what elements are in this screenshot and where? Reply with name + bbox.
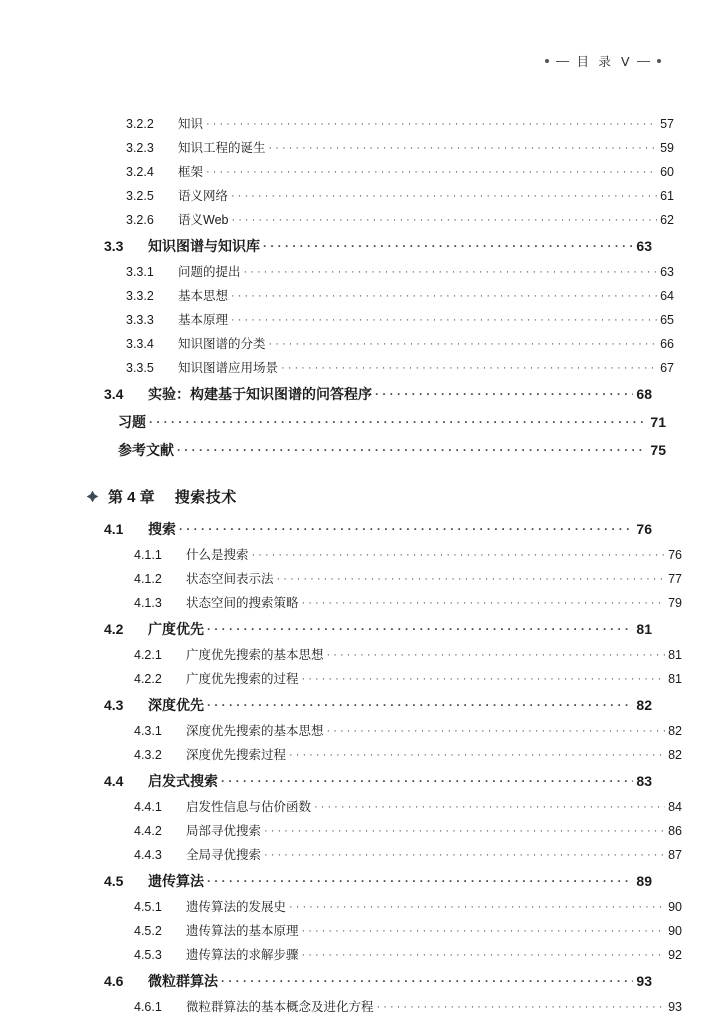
toc-entry-number: 3.2.6 [126, 212, 154, 227]
toc-entry-page: 81 [668, 647, 682, 662]
toc-entry-page: 57 [660, 116, 674, 131]
toc-leader-dots [302, 598, 666, 609]
toc-entry-page: 82 [668, 747, 682, 762]
toc-entry-title: 知识 [178, 116, 204, 131]
toc-entry-number: 3.3.5 [126, 360, 154, 375]
toc-entry-number: 4.5 [104, 873, 124, 889]
toc-entry-number: 4.2 [104, 621, 124, 637]
toc-entry-number: 4.4.1 [134, 799, 162, 814]
toc-entry-title: 搜索 [148, 521, 176, 537]
toc-entry-title: 语义Web [178, 212, 229, 227]
toc-leader-dots [207, 699, 633, 711]
toc-leader-dots [264, 826, 665, 837]
toc-entry[interactable] [86, 591, 682, 615]
toc-leader-dots [244, 267, 658, 278]
toc-leader-dots [206, 119, 657, 130]
toc-entry-number: 3.3.4 [126, 336, 154, 351]
toc-entry-number: 4.5.3 [134, 947, 162, 962]
rule-left-icon [556, 61, 569, 62]
toc-entry-title: 全局寻优搜索 [186, 847, 262, 862]
toc-entry-title: 启发性信息与估价函数 [186, 799, 312, 814]
toc-entry[interactable] [86, 795, 682, 819]
toc-entry-title: 知识图谱应用场景 [178, 360, 279, 375]
toc-entry-page: 67 [660, 360, 674, 375]
toc-entry-title: 语义网络 [178, 188, 229, 203]
toc-entry-number: 4.6.1 [134, 999, 162, 1014]
toc-leader-dots [302, 674, 666, 685]
toc-entry[interactable] [86, 308, 674, 332]
toc-entry-number: 4.4.3 [134, 847, 162, 862]
toc-leader-dots [377, 1002, 666, 1013]
bullet-icon [657, 59, 661, 63]
toc-chapter-title: 搜索技术 [174, 489, 237, 506]
toc-entry-number: 3.2.2 [126, 116, 154, 131]
toc-entry-title: 实验：构建基于知识图谱的问答程序 [148, 386, 372, 402]
toc-entry[interactable] [86, 719, 682, 743]
toc-leader-dots [269, 143, 658, 154]
toc-chapter-heading[interactable] [86, 486, 634, 507]
toc-entry[interactable] [86, 743, 682, 767]
toc-entry-number: 3.3 [104, 238, 124, 254]
toc-entry-page: 65 [660, 312, 674, 327]
toc-leader-dots [269, 339, 658, 350]
toc-entry-page: 66 [660, 336, 674, 351]
toc-entry-page: 82 [668, 723, 682, 738]
toc-entry-page: 83 [636, 773, 652, 789]
toc-leader-dots [263, 240, 633, 252]
toc-entry-number: 3.4 [104, 386, 124, 402]
toc-entry-page: 68 [636, 386, 652, 402]
toc-entry-page: 82 [636, 697, 652, 713]
toc-entry-number: 4.3.2 [134, 747, 162, 762]
toc-entry-title: 知识工程的诞生 [178, 140, 266, 155]
toc-entry-page: 81 [636, 621, 652, 637]
toc-entry-page: 84 [668, 799, 682, 814]
toc-entry[interactable] [86, 995, 682, 1019]
toc-entry-number: 4.1.1 [134, 547, 162, 562]
toc-entry-title: 什么是搜索 [186, 547, 249, 562]
toc-leader-dots [302, 950, 666, 961]
toc-entry[interactable] [86, 232, 652, 260]
toc-entry-number: 4.5.1 [134, 899, 162, 914]
toc-entry-page: 62 [660, 212, 674, 227]
toc-leader-dots [327, 650, 666, 661]
toc-entry-title: 深度优先 [148, 697, 204, 713]
toc-entry-title: 参考文献 [118, 442, 174, 458]
toc-entry-title: 框架 [178, 164, 204, 179]
toc-entry-title: 基本原理 [178, 312, 229, 327]
toc-entry-number: 4.2.2 [134, 671, 162, 686]
toc-entry-page: 63 [636, 238, 652, 254]
toc-leader-dots [231, 291, 657, 302]
toc-entry-page: 81 [668, 671, 682, 686]
toc-leader-dots [231, 215, 657, 226]
toc-entry-number: 3.3.1 [126, 264, 154, 279]
toc-entry[interactable] [86, 895, 682, 919]
toc-entry-page: 79 [668, 595, 682, 610]
toc-entry-title: 遗传算法的求解步骤 [186, 947, 299, 962]
toc-leader-dots [231, 191, 657, 202]
toc-leader-dots [179, 523, 633, 535]
toc-entry-number: 3.2.4 [126, 164, 154, 179]
toc-chapter-number: 第 4 章 [108, 489, 155, 506]
toc-entry-page: 75 [650, 442, 666, 458]
toc-entry[interactable] [86, 967, 652, 995]
toc-entry-title: 局部寻优搜索 [186, 823, 262, 838]
toc-entry[interactable] [86, 643, 682, 667]
toc-entry-title: 基本思想 [178, 288, 229, 303]
toc-entry-title: 状态空间的搜索策略 [186, 595, 299, 610]
toc-entry[interactable] [86, 515, 652, 543]
toc-entry[interactable] [86, 436, 666, 464]
toc-entry-title: 广度优先搜索的过程 [186, 671, 299, 686]
bullet-icon [545, 59, 549, 63]
toc-entry-number: 4.1 [104, 521, 124, 537]
rule-right-icon [637, 61, 650, 62]
toc-entry[interactable] [86, 567, 682, 591]
toc-entry-number: 4.3 [104, 697, 124, 713]
toc-entry[interactable] [86, 867, 652, 895]
toc-entry[interactable] [86, 332, 674, 356]
toc-entry[interactable] [86, 380, 652, 408]
toc-entry[interactable] [86, 208, 674, 232]
toc-entry-page: 61 [660, 188, 674, 203]
toc-entry[interactable] [86, 260, 674, 284]
toc-entry-number: 4.4 [104, 773, 124, 789]
running-head [545, 52, 661, 70]
toc-entry-title: 习题 [118, 414, 146, 430]
toc-entry[interactable] [86, 408, 666, 436]
toc-entry-number: 4.5.2 [134, 923, 162, 938]
toc-entry-title: 微粒群算法 [148, 973, 218, 989]
toc-entry-number: 3.2.5 [126, 188, 154, 203]
toc-entry[interactable] [86, 112, 674, 136]
toc-entry-number: 4.1.3 [134, 595, 162, 610]
toc-entry-title: 广度优先搜索的基本思想 [186, 647, 324, 662]
toc-entry-title: 问题的提出 [178, 264, 241, 279]
diamond-icon [86, 490, 99, 503]
toc-entry[interactable] [86, 543, 682, 567]
toc-entry[interactable] [86, 356, 674, 380]
toc-leader-dots [177, 444, 647, 456]
toc-leader-dots [281, 363, 657, 374]
toc-entry-title: 遗传算法的发展史 [186, 899, 287, 914]
toc-leader-dots [221, 975, 633, 987]
toc-entry-number: 4.6 [104, 973, 124, 989]
toc-entry[interactable] [86, 160, 674, 184]
toc-entry-page: 93 [668, 999, 682, 1014]
toc-entry-number: 4.3.1 [134, 723, 162, 738]
toc-entry-title: 广度优先 [148, 621, 204, 637]
toc-leader-dots [375, 388, 633, 400]
toc-entry-page: 86 [668, 823, 682, 838]
toc-leader-dots [314, 802, 665, 813]
toc-entry-page: 87 [668, 847, 682, 862]
toc-entry[interactable] [86, 184, 674, 208]
toc-entry[interactable] [86, 284, 674, 308]
toc-entry-number: 3.2.3 [126, 140, 154, 155]
toc-entry-number: 3.3.2 [126, 288, 154, 303]
toc-leader-dots [289, 750, 665, 761]
toc-entry-title: 深度优先搜索的基本思想 [186, 723, 324, 738]
toc-leader-dots [264, 850, 665, 861]
toc-leader-dots [149, 416, 647, 428]
toc-leader-dots [207, 875, 633, 887]
toc-leader-dots [207, 623, 633, 635]
toc-entry-page: 71 [650, 414, 666, 430]
toc-entry-number: 4.2.1 [134, 647, 162, 662]
toc-entry-title: 启发式搜索 [148, 773, 218, 789]
running-head-page-number: Ⅴ [620, 54, 630, 69]
toc-entry-page: 64 [660, 288, 674, 303]
toc-entry-page: 59 [660, 140, 674, 155]
toc-entry[interactable] [86, 691, 652, 719]
toc-entry-title: 微粒群算法的基本概念及进化方程 [186, 999, 374, 1014]
toc-entry[interactable] [86, 767, 652, 795]
toc-entry-page: 90 [668, 923, 682, 938]
toc-entry-page: 93 [636, 973, 652, 989]
toc-entry[interactable] [86, 615, 652, 643]
toc-entry-title: 遗传算法 [148, 873, 204, 889]
toc-entry-page: 60 [660, 164, 674, 179]
toc-leader-dots [327, 726, 666, 737]
toc-entry-title: 知识图谱与知识库 [148, 238, 260, 254]
toc-entry-page: 89 [636, 873, 652, 889]
toc-entry-page: 76 [636, 521, 652, 537]
toc-leader-dots [252, 550, 666, 561]
toc-entry[interactable] [86, 136, 674, 160]
toc-entry-page: 76 [668, 547, 682, 562]
running-head-label: 目 录 [576, 55, 614, 69]
table-of-contents [86, 112, 682, 1019]
toc-leader-dots [302, 926, 666, 937]
toc-entry[interactable] [86, 943, 682, 967]
toc-entry-title: 知识图谱的分类 [178, 336, 266, 351]
toc-entry[interactable] [86, 919, 682, 943]
toc-entry-title: 遗传算法的基本原理 [186, 923, 299, 938]
toc-entry[interactable] [86, 843, 682, 867]
toc-entry-number: 3.3.3 [126, 312, 154, 327]
toc-entry-page: 77 [668, 571, 682, 586]
toc-entry[interactable] [86, 819, 682, 843]
toc-entry-number: 4.1.2 [134, 571, 162, 586]
toc-entry-page: 63 [660, 264, 674, 279]
toc-entry[interactable] [86, 667, 682, 691]
toc-entry-page: 90 [668, 899, 682, 914]
toc-entry-number: 4.4.2 [134, 823, 162, 838]
toc-leader-dots [289, 902, 665, 913]
toc-leader-dots [231, 315, 657, 326]
toc-leader-dots [277, 574, 666, 585]
toc-entry-page: 92 [668, 947, 682, 962]
toc-entry-title: 深度优先搜索过程 [186, 747, 287, 762]
toc-leader-dots [206, 167, 657, 178]
toc-entry-title: 状态空间表示法 [186, 571, 274, 586]
toc-leader-dots [221, 775, 633, 787]
